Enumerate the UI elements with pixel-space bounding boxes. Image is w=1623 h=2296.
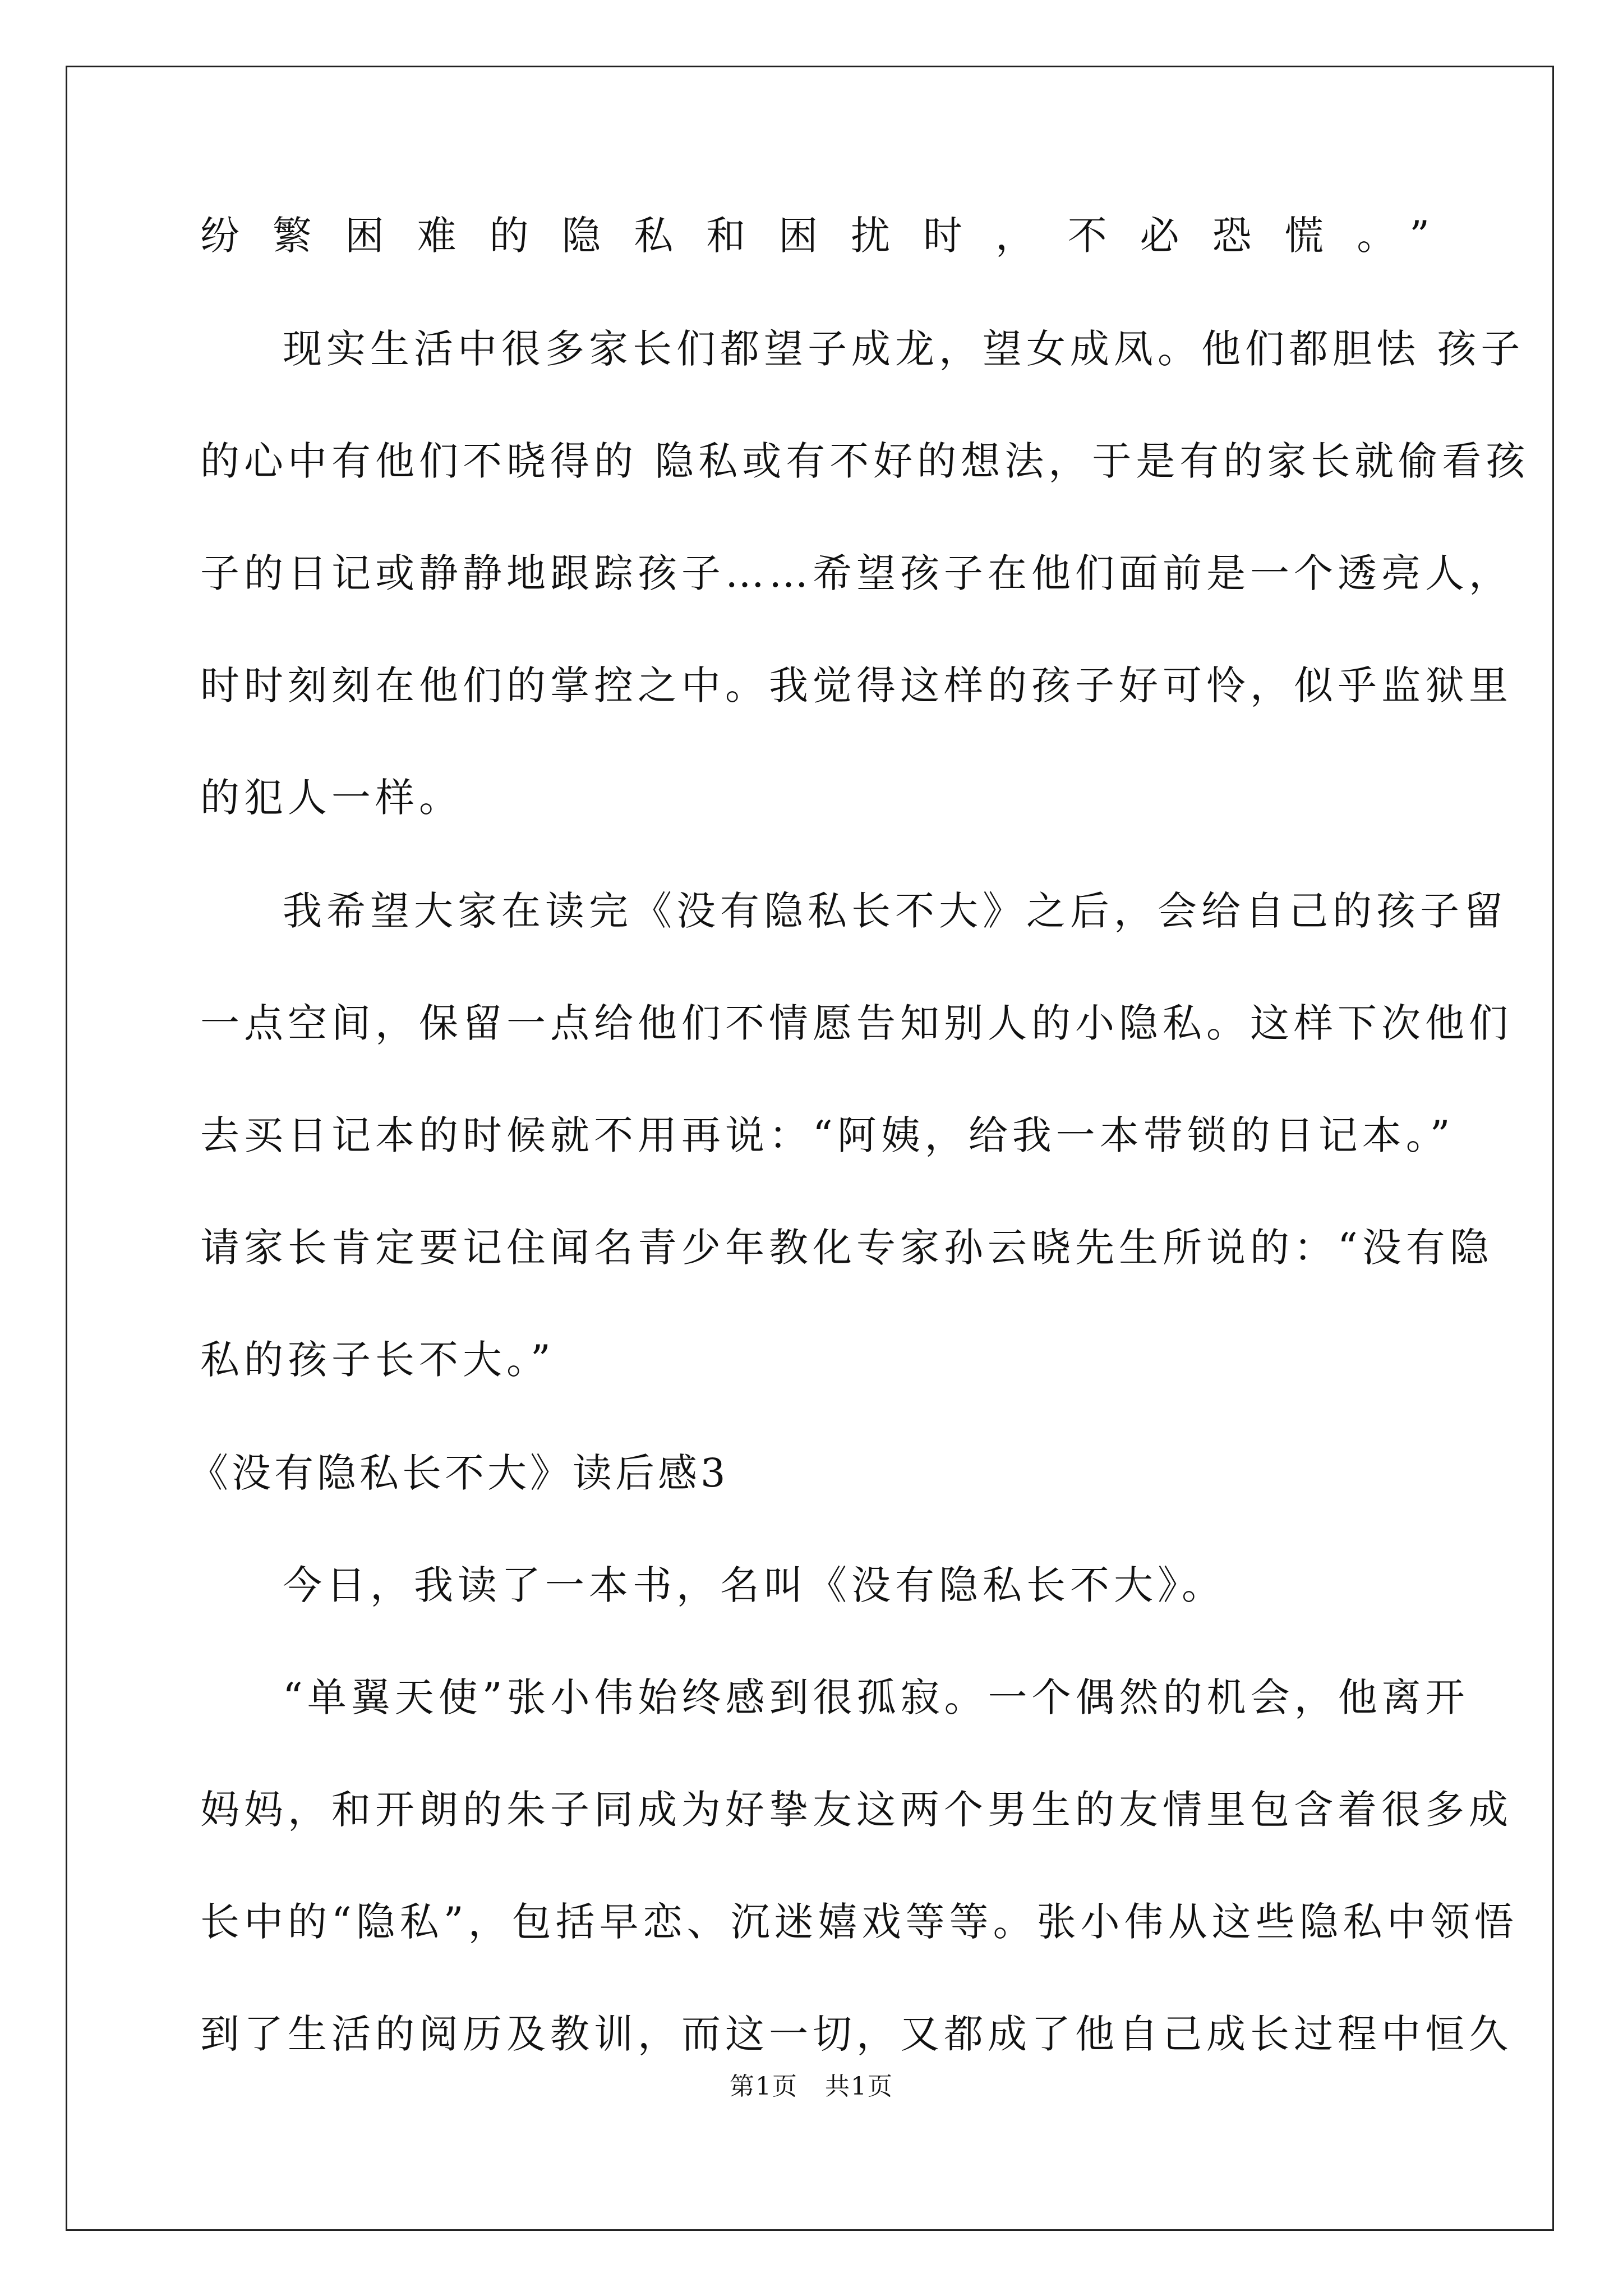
page-footer	[0, 2070, 1623, 2104]
paragraph-line: 私的孩子长不大。”	[200, 1337, 555, 1383]
paragraph-line: 一点空间，保留一点给他们不情愿告知别人的小隐私。这样下次他们	[200, 1000, 1513, 1046]
paragraph-line: “单翼天使”张小伟始终感到很孤寂。一个偶然的机会，他离开	[283, 1674, 1469, 1720]
paragraph-line: 长中的“隐私”，包括早恋、沉迷嬉戏等等。张小伟从这些隐私中领悟	[200, 1899, 1518, 1945]
paragraph-line: 妈妈，和开朗的朱子同成为好挚友这两个男生的友情里包含着很多成	[200, 1787, 1513, 1833]
paragraph-line: 现实生活中很多家长们都望子成龙，望女成凤。他们都胆怯 孩子	[283, 326, 1525, 372]
paragraph-line: 我希望大家在读完《没有隐私长不大》之后，会给自己的孩子留	[283, 888, 1507, 934]
paragraph-line: 子的日记或静静地跟踪孩子……希望孩子在他们面前是一个透亮人，	[200, 550, 1513, 596]
paragraph-line: 的犯人一样。	[200, 775, 463, 821]
paragraph-line: 请家长肯定要记住闻名青少年教化专家孙云晓先生所说的：“没有隐	[200, 1225, 1493, 1271]
paragraph-line: 去买日记本的时候就不用再说：“阿姨，给我一本带锁的日记本。”	[200, 1112, 1455, 1158]
paragraph-line: 今日，我读了一本书，名叫《没有隐私长不大》。	[283, 1562, 1225, 1608]
page-total: 共1页	[825, 2072, 893, 2101]
paragraph-line: 到了生活的阅历及教训，而这一切，又都成了他自己成长过程中恒久	[200, 2011, 1513, 2057]
paragraph-line: 纷繁困难的隐私和困扰时，不必恐慌。”	[200, 213, 1434, 259]
section-heading: 《没有隐私长不大》读后感3	[189, 1450, 729, 1496]
paragraph-line: 时时刻刻在他们的掌控之中。我觉得这样的孩子好可怜，似乎监狱里	[200, 662, 1513, 708]
paragraph-line: 的心中有他们不晓得的 隐私或有不好的想法，于是有的家长就偷看孩	[200, 438, 1530, 484]
page-number: 第1页	[730, 2072, 798, 2101]
